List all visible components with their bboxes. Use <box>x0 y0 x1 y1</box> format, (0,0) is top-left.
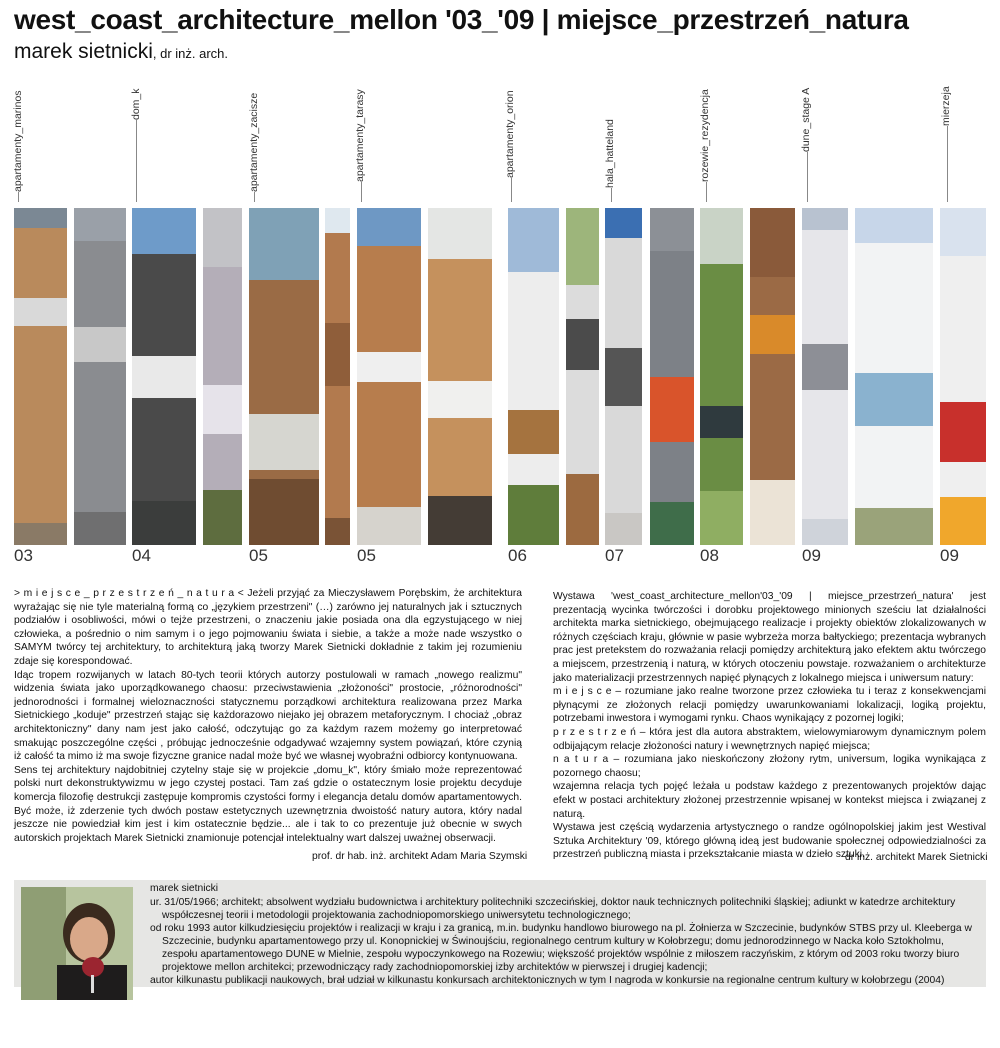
marinos-photo-1 <box>14 208 67 545</box>
description-paragraph: Wystawa 'west_coast_architecture_mellon'03_'09 | miejsce_przestrzeń_natura' jest prezentacją wycinka twórczości i dorobku projektowego minionych sześciu lat działalności architekta marka sietnickiego, obejmującego realizacje i projekty obiektów zlokalizowanych w różnych częściach kraju, głównie w pasie wybrzeża morza bałtyckiego; prezentacja wybranych prac jest pretekstem do rozważania relacji pomiędzy architekturą jako efektem aktu twórczego a miejscem, przestrzenią i naturą, w których otoczeniu powstaje. rozważaniem o architekturze jako materializacji przestrzennych napięć płynących z lokalnego miejsca i uniwersum natury: <box>553 591 986 684</box>
bio-line: od roku 1993 autor kilkudziesięciu projektów i realizacji w kraju i za granicą, m.in. budynku handlowo biurowego na pl. Żołnierza w Szczecinie, budynków STBS przy ul. Kleeberga w Szczecinie, budynku apartamentowego przy ul. Konopnickiej w Świnoujściu, regionalnego centrum kultury w Kołobrzegu; domu jednorodzinnego w Nacka koło Sztokholmu, zespołu apartamentowego DUNE w Mielnie, zespołu wypoczynkowego na Rozewiu; większość projektów wspólnie z miłoszem raczyńskim, z którym od 2003 roku tworzy biuro projektowe mellon architekci; przewodniczący rady zachodniopomorskiej izby architektów w pierwszej i drugiej kadencji; <box>150 923 972 973</box>
description-paragraph: m i e j s c e – rozumiane jako realne tworzone przez człowieka tu i teraz z konsekwencjami płynącymi ze złożonych relacji pomiędzy uwarunkowaniami lokalizacji, logiką projektu, potrzebami inwestora i wymogami rynku. Chaos wynikający z pozornej logiki; <box>553 686 986 725</box>
description-paragraph: Wystawa jest częścią wydarzenia artystycznego o randze ogólnopolskiej jakim jest Westival Sztuka Architektury '09, którego główną ideą jest budowanie społecznej odpowiedzialności za przestrzeń publiczną miasta i przekształcanie miasta w dzieło sztuki. <box>553 822 986 861</box>
year-label: 09 <box>802 546 821 565</box>
year-label: 05 <box>249 546 268 565</box>
zacisze-photo-2 <box>325 208 350 545</box>
rozewie-photo-2 <box>750 208 795 545</box>
project-label-dom-k: dom_k <box>130 88 142 120</box>
rozewie-photo-1 <box>700 208 743 545</box>
project-label-mierzeja: mierzeja <box>940 86 952 126</box>
dom-k-photo-1 <box>132 208 196 545</box>
hatteland-photo-2 <box>650 208 694 545</box>
project-label-tarasy: apartamenty_tarasy <box>354 89 366 182</box>
marinos-photo-2 <box>74 208 126 545</box>
year-label: 06 <box>508 546 527 565</box>
project-label-zacisze: apartamenty_zacisze <box>248 92 260 192</box>
critic-essay <box>14 587 522 845</box>
tarasy-photo-1 <box>357 208 421 545</box>
author-role: , dr inż. arch. <box>152 46 229 61</box>
year-label: 03 <box>14 546 33 565</box>
project-marker-tarasy <box>361 182 362 202</box>
project-marker-zacisze <box>254 192 255 202</box>
project-label-orion: apartamenty_orion <box>504 90 516 178</box>
tarasy-photo-2 <box>428 208 492 545</box>
essay-paragraph: Sens tej architektury najdobitniej czytelny staje się w projekcie „domu_k", który śmiało może reprezentować polski nurt dekonstruktywizmu w jego czystej postaci. Tam zaś gdzie o ostatecznym losie projektu decyduje komercja filozofię destrukcji zastępuje kompromis czystości formy i elegancja detalu domów apartamentowych. Być może, iż zderzenie tych dwóch postaw estetycznych uzewnętrznia dwoistość natury autora, który nadal jeszcze nie powiedział kim jest i kim ostatecznie będzie... ale i tak to co prezentuje już obecnie w swych autorskich projektach Marek Sietnicki znamionuje potencjał intelektualny wart dalszej uważnej obserwacji. <box>14 764 522 844</box>
description-paragraph: p r z e s t r z e ń – która jest dla autora abstraktem, wielowymiarowym dynamicznym polem odbijającym relacje złożoności natury i wewnętrznych napięć miejsca; <box>553 726 986 752</box>
page-title: west_coast_architecture_mellon '03_'09 | miejsce_przestrzeń_natura <box>14 4 909 35</box>
project-marker-dune <box>807 152 808 202</box>
year-label: 07 <box>605 546 624 565</box>
dom-k-photo-2 <box>203 208 242 545</box>
orion-photo-1 <box>508 208 559 545</box>
author-signature: dr inż. architekt Marek Sietnicki <box>845 852 988 863</box>
critic-signature: prof. dr hab. inż. architekt Adam Maria Szymski <box>312 851 528 862</box>
year-label: 08 <box>700 546 719 565</box>
bio-line: ur. 31/05/1966; architekt; absolwent wydziału budownictwa i architektury politechniki szczecińskiej, doktor nauk technicznych politechniki śląskiej; adiunkt w katedrze architektury współczesnej teorii i metodologii projektowania zachodniopomorskiego uniwersytetu technologicznego; <box>150 897 956 921</box>
bio-name: marek sietnicki <box>150 883 219 894</box>
orion-photo-2 <box>566 208 599 545</box>
year-label: 04 <box>132 546 151 565</box>
year-label: 05 <box>357 546 376 565</box>
dune-photo-2 <box>855 208 933 545</box>
zacisze-photo-1 <box>249 208 319 545</box>
description-paragraph: n a t u r a – rozumiana jako nieskończony złożony rytm, universum, logika wynikająca z pozornego chaosu; <box>553 754 986 779</box>
project-marker-hatteland <box>611 188 612 202</box>
project-marker-dom-k <box>136 120 137 202</box>
author-portrait <box>21 887 133 1000</box>
essay-paragraph: > m i e j s c e _ p r z e s t r z e ń _ n a t u r a < Jeżeli przyjąć za Mieczysławem Porębskim, że architektura wyrażając się nie tyle materialną formą co „językiem przestrzeni" (…) zarówno jej naturalnych jak i sztucznych podziałów i osobliwości, mówi o tejże przestrzeni, o znaczeniu jakie posiada ona dla egzystującego w niej człowieka, a pośrednio o nim samym i o jego pojmowaniu świata i siebie, a także a może nade wszystko o SAMYM twórcy tej architektury, to architekturą jaką tworzy Marek Sietnicki dokładnie z takim jej rozumieniu zdaje się korespondować. <box>14 588 522 667</box>
dune-photo-1 <box>802 208 848 545</box>
project-marker-marinos <box>18 192 19 202</box>
description-paragraph: wzajemna relacja tych pojęć leżała u podstaw każdego z prezentowanych projektów dając efekt w postaci architektury złożonej przestrzennie wpisanej w kontekst miejsca i związanej z naturą. <box>553 781 986 820</box>
essay-paragraph: Idąc tropem rozwijanych w latach 80-tych teorii których autorzy postulowali w ramach „nowego realizmu" widzenia świata jako uporządkowanego chaosu: przeciwstawienia „złożoności" prostocie, „różnorodności" jednorodności i formalnej wieloznaczności statycznemu porządkowi architektura realizowana przez Marka Sietnickiego „koduje" przestrzeń stając się każdorazowo niejako jej obrazem metaforycznym. I chociaż „obraz architektoniczny" dany nam jest jako całość, odczytując go za każdym razem możemy go interpretować smakując poszczególne części , próbując jednocześnie odgadywać wzajemny system powiązań, które czynią iż całość ta mimo iż ma swoje fizyczne granice nadal może być we własnej wyobraźni odbiorcy kontynuowana. <box>14 669 522 763</box>
project-marker-rozewie <box>706 182 707 202</box>
project-marker-mierzeja <box>947 126 948 202</box>
hatteland-photo-1 <box>605 208 642 545</box>
project-label-rozewie: rozewie_rezydencja <box>699 89 711 182</box>
bio-text <box>150 896 980 987</box>
exhibition-description <box>553 590 986 862</box>
mierzeja-photo <box>940 208 986 545</box>
year-label: 09 <box>940 546 959 565</box>
bio-line: autor kilkunastu publikacji naukowych, brał udział w kilkunastu konkursach architektonicznych w tym I nagroda w konkursie na regionalne centrum kultury w kołobrzegu (2004) <box>150 975 945 986</box>
author-name: marek sietnicki <box>14 40 153 63</box>
project-label-dune: dune_stage A <box>800 87 812 152</box>
project-marker-orion <box>511 178 512 202</box>
project-label-marinos: apartamenty_marinos <box>12 90 24 192</box>
project-label-hatteland: hala_hatteland <box>604 119 616 188</box>
author-line <box>14 40 228 64</box>
